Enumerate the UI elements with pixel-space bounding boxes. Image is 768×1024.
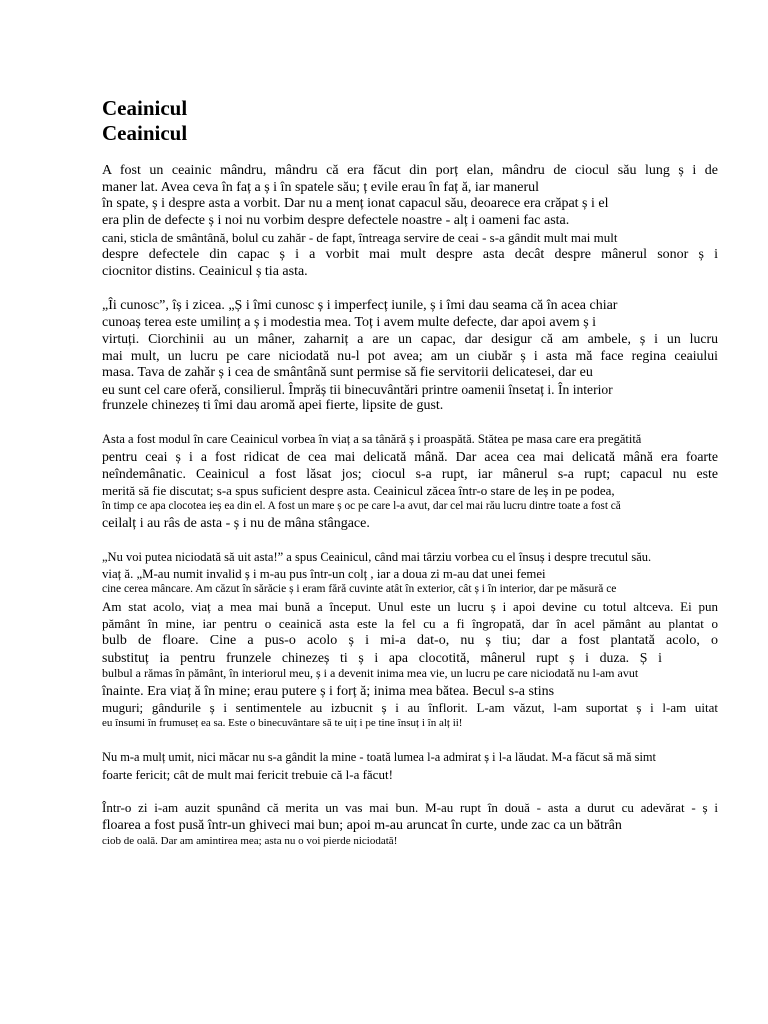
paragraph-line: pământ în mine, iar pentru o ceainică asta este la fel cu a fi îngropată, dar în acel pământ au plantat o <box>102 616 718 631</box>
paragraph-line: în timp ce apa clocotea ieș ea din el. A fost un mare ș oc pe care l-a avut, dar cel mai rău lucru dintre toate a fost că <box>102 500 621 512</box>
paragraph-line: merită să fie discutat; s-a spus suficient despre asta. Ceainicul zăcea într-o stare de leș in pe podea, <box>102 483 615 498</box>
paragraph-line: înainte. Era viaț ă în mine; erau putere ș i forț ă; inima mea bătea. Becul s-a stins <box>102 684 555 699</box>
paragraph-line: eu sunt cel care oferă, consilierul. Împrăș tii binecuvântări printre oamenii însetaț i. În interior <box>102 382 613 397</box>
paragraph-line: era plin de defecte ș i noi nu vorbim despre defectele noastre - alț i oameni fac asta. <box>102 213 570 228</box>
paragraph-line: bulbul a rămas în pământ, în interiorul meu, ș i a devenit inima mea vie, un lucru pe care niciodată nu l-am avut <box>102 666 639 680</box>
paragraph-line: viaț ă. „M-au numit invalid ș i m-au pus într-un colț , iar a doua zi m-au dat unei femei <box>102 567 546 581</box>
paragraph-line: Asta a fost modul în care Ceainicul vorbea în viaț a sa tânără ș i proaspătă. Stătea pe masa care era pregătită <box>102 432 642 446</box>
paragraph-line: „Îi cunosc”, îș i zicea. „Ș i îmi cunosc ș i imperfecț iunile, ș i îmi dau seama că în acea chiar <box>102 298 618 313</box>
paragraph-line: cani, sticla de smântână, bolul cu zahăr - de fapt, întreaga servire de ceai - s-a gândit mult mai mult <box>102 230 618 245</box>
paragraph-line: cunoaș terea este umilinț a ș i modestia mea. Toț i avem multe defecte, dar apoi avem ș i <box>102 315 597 330</box>
paragraph-line: eu însumi în frumuseț ea sa. Este o binecuvântare să te uiț i pe tine însuț i în alț ii! <box>102 717 463 729</box>
paragraph-line: ceilalț i au râs de asta - ș i nu de mâna stângace. <box>102 516 370 531</box>
paragraph-line: neîndemânatic. Ceainicul a fost lăsat jos; ciocul s-a rupt, iar mânerul s-a rupt; capacul nu este <box>102 466 718 481</box>
paragraph-line: Într-o zi i-am auzit spunând că merita un vas mai bun. M-au rupt în două - asta a durut cu adevărat - ș i <box>102 800 718 815</box>
paragraph-line: muguri; gândurile ș i sentimentele au izbucnit ș i au înflorit. L-am văzut, l-am suportat ș i l-am uitat <box>102 700 718 715</box>
paragraph-line: „Nu voi putea niciodată să uit asta!” a spus Ceainicul, când mai târziu vorbea cu el însuș i despre trecutul său. <box>102 550 652 564</box>
paragraph-line: Am stat acolo, viaț a mea mai bună a început. Unul este un lucru ș i apoi devine cu totul altceva. Ei pun <box>102 599 718 614</box>
paragraph-line: ciocnitor distins. Ceainicul ș tia asta. <box>102 264 308 279</box>
paragraph-line: frunzele chinezeș ti îmi dau aromă apei fierte, lipsite de gust. <box>102 398 444 413</box>
paragraph-line: foarte fericit; cât de mult mai fericit trebuie că l-a făcut! <box>102 767 393 782</box>
document-title: Ceainicul <box>102 96 188 120</box>
document-title-repeat: Ceainicul <box>102 121 188 145</box>
paragraph-line: virtuți. Ciorchinii au un mâner, zaharniț a are un capac, dar desigur că am ambele, ș i un lucru <box>102 331 718 346</box>
paragraph-line: A fost un ceainic mândru, mândru că era făcut din porț elan, mândru de ciocul său lung ș i de <box>102 163 718 178</box>
paragraph-line: ciob de oală. Dar am amintirea mea; asta nu o voi pierde niciodată! <box>102 835 398 847</box>
paragraph-line: pentru ceai ș i a fost ridicat de cea mai delicată mână. Dar acea cea mai delicată mână era foarte <box>102 449 718 464</box>
paragraph-line: despre defectele din capac ș i a vorbit mai mult despre asta decât despre mânerul sonor ș i <box>102 247 718 262</box>
paragraph-line: cine cerea mâncare. Am căzut în sărăcie ș i eram fără cuvinte atât în exterior, cât ș i în interior, dar pe măsură ce <box>102 583 617 595</box>
paragraph-line: mai mult, un lucru pe care niciodată nu-l pot avea; am un ciubăr ș i asta mă face regina ceaiului <box>102 348 718 363</box>
paragraph-line: în spate, ș i despre asta a vorbit. Dar nu a menț ionat capacul său, deoarece era crăpat ș i el <box>102 196 609 211</box>
paragraph-line: masa. Tava de zahăr ș i cea de smântână sunt permise să fie servitorii delicatesei, dar eu <box>102 365 593 380</box>
paragraph-line: maner lat. Avea ceva în faț a ș i în spatele său; ț evile erau în faț ă, iar manerul <box>102 180 540 195</box>
paragraph-line: floarea a fost pusă într-un ghiveci mai bun; apoi m-au aruncat în curte, unde zac ca un bătrân <box>102 818 622 833</box>
paragraph-line: bulb de floare. Cine a pus-o acolo ș i mi-a dat-o, nu ș tiu; dar a fost plantată acolo, o <box>102 633 718 648</box>
paragraph-line: substituț ia pentru frunzele chinezeș ti ș i apa clocotită, mânerul rupt ș i duza. Ș i <box>102 650 662 665</box>
paragraph-line: Nu m-a mulț umit, nici măcar nu s-a gândit la mine - toată lumea l-a admirat ș i l-a lăudat. M-a făcut să mă simt <box>102 750 656 764</box>
